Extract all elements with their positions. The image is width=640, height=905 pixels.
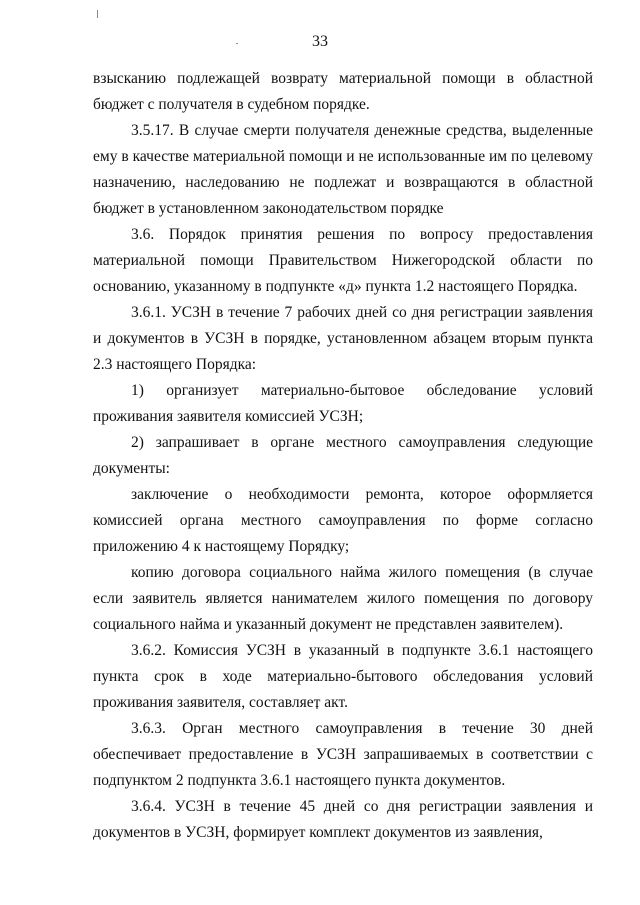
paragraph-3: 3.6. Порядок принятия решения по вопросу предоставления материальной помощи Правительством Нижегородской области по основанию, указанному в подпункте «д» пункта 1.2 настоящего Порядка. [93, 226, 593, 295]
page-number: 33 [312, 33, 328, 50]
paragraph-1: взысканию подлежащей возврату материальной помощи в областной бюджет с получателя в судебном порядке. [93, 70, 593, 113]
paragraph-9: 3.6.2. Комиссия УСЗН в указанный в подпункте 3.6.1 настоящего пункта срок в ходе материально-бытового обследования условий проживания заявителя, составляет акт. [93, 642, 593, 711]
paragraph-2: 3.5.17. В случае смерти получателя денежные средства, выделенные ему в качестве материальной помощи и не использованные им по целевому назначению, наследованию не подлежат и возвращаются в областной бюджет в установленном законодательством порядке [93, 122, 593, 217]
paragraph-4: 3.6.1. УСЗН в течение 7 рабочих дней со дня регистрации заявления и документов в УСЗН в порядке, установленном абзацем вторым пункта 2.3 настоящего Порядка: [93, 304, 593, 373]
paragraph-11: 3.6.4. УСЗН в течение 45 дней со дня регистрации заявления и документов в УСЗН, формирует комплект документов из заявления, [93, 798, 593, 841]
document-body [93, 66, 593, 846]
paragraph-7: заключение о необходимости ремонта, которое оформляется комиссией органа местного самоуправления по форме согласно приложению 4 к настоящему Порядку; [93, 486, 593, 555]
paragraph-5: 1) организует материально-бытовое обследование условий проживания заявителя комиссией УСЗН; [93, 382, 593, 425]
paragraph-8: копию договора социального найма жилого помещения (в случае если заявитель является нанимателем жилого помещения по договору социального найма и указанный документ не представлен заявителем). [93, 564, 593, 633]
paragraph-6: 2) запрашивает в органе местного самоуправления следующие документы: [93, 434, 593, 477]
paragraph-10: 3.6.3. Орган местного самоуправления в течение 30 дней обеспечивает предоставление в УСЗН запрашиваемых в соответствии с подпунктом 2 подпункта 3.6.1 настоящего пункта документов. [93, 720, 593, 789]
scan-speck [97, 10, 98, 18]
